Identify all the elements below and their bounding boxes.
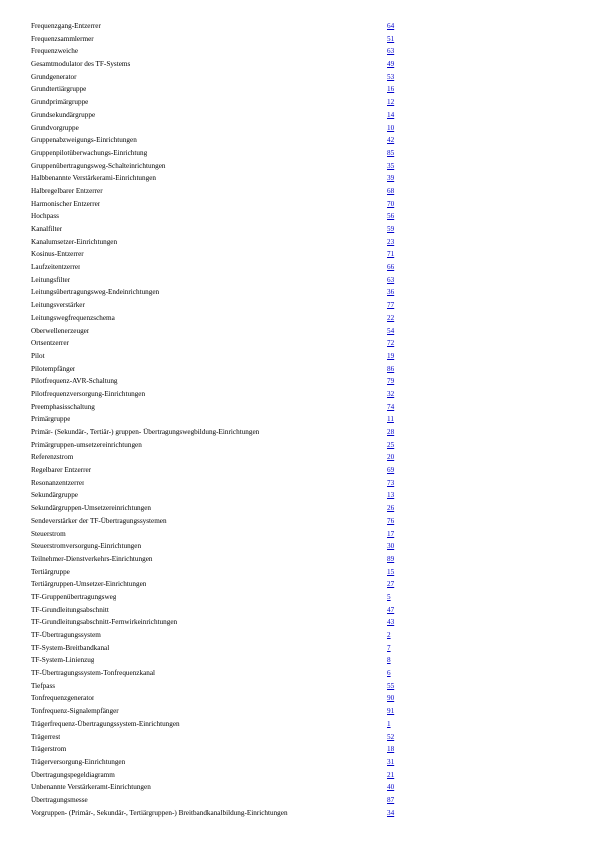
index-entry xyxy=(31,20,411,33)
page-number-link[interactable]: 20 xyxy=(387,453,395,462)
index-term: Gesamtmodulator des TF-Systems xyxy=(31,60,131,69)
index-term: Steuerstrom xyxy=(31,529,66,538)
index-entry xyxy=(31,33,411,46)
page-number-link[interactable]: 42 xyxy=(387,136,395,145)
page-number-link[interactable]: 21 xyxy=(387,770,395,779)
index-term: Tertiärgruppen-Umsetzer-Einrichtungen xyxy=(31,580,147,589)
index-entry xyxy=(31,122,411,135)
index-term: Gruppenabzweigungs-Einrichtungen xyxy=(31,136,137,145)
page-number-link[interactable]: 30 xyxy=(387,542,395,551)
index-term: Tertiärgruppe xyxy=(31,567,70,576)
index-term: Grundprimärgruppe xyxy=(31,98,89,107)
page-number-link[interactable]: 11 xyxy=(387,415,394,424)
index-term: Pilotfrequenzversorgung-Einrichtungen xyxy=(31,389,146,398)
page-number-link[interactable]: 36 xyxy=(387,288,395,297)
index-term: Leitungsverstärker xyxy=(31,301,85,310)
page-number-link[interactable]: 71 xyxy=(387,250,395,259)
page-number-link[interactable]: 40 xyxy=(387,783,395,792)
index-term: Übertragungsmesse xyxy=(31,795,88,804)
index-entry xyxy=(31,807,411,820)
page-number-link[interactable]: 59 xyxy=(387,225,395,233)
page-number-link[interactable]: 85 xyxy=(387,148,395,157)
index-term: Frequenzsammlermer xyxy=(31,34,94,43)
page-number-link[interactable]: 68 xyxy=(387,186,395,195)
index-entry xyxy=(31,528,411,541)
index-term: TF-Übertragungssystem xyxy=(31,631,101,639)
page-number-link[interactable]: 25 xyxy=(387,440,395,449)
index-term: TF-Gruppenübertragungsweg xyxy=(31,592,117,601)
page-number-link[interactable]: 73 xyxy=(387,478,395,487)
page-number-link[interactable]: 72 xyxy=(387,339,395,348)
index-entry xyxy=(31,426,411,439)
index-entry xyxy=(31,274,411,287)
index-entry xyxy=(31,223,411,236)
index-term: Vorgruppen- (Primär-, Sekundär-, Tertiärgruppen-) Breitbandkanalbildung-Einrichtungen xyxy=(31,808,288,817)
index-entry xyxy=(31,134,411,147)
index-term: Leitungswegfrequenzschema xyxy=(31,313,115,322)
index-entry xyxy=(31,388,411,401)
index-entry xyxy=(31,299,411,312)
index-term: Kosinus-Entzerrer xyxy=(31,250,84,259)
page-number-link[interactable]: 49 xyxy=(387,60,395,69)
index-entry xyxy=(31,578,411,591)
index-entry xyxy=(31,477,411,490)
page-number-link[interactable]: 2 xyxy=(387,631,391,639)
page-number-link[interactable]: 70 xyxy=(387,199,395,208)
index-term: Grundgenerator xyxy=(31,72,77,81)
index-term: Pilot xyxy=(31,351,45,360)
page-number-link[interactable]: 16 xyxy=(387,85,395,94)
page-number-link[interactable]: 28 xyxy=(387,428,395,436)
page-number-link[interactable]: 7 xyxy=(387,643,391,652)
index-entry xyxy=(31,667,411,680)
index-term: Tiefpass xyxy=(31,681,56,690)
index-term: Tonfrequenz-Signalempfänger xyxy=(31,707,119,716)
index-entry xyxy=(31,147,411,160)
index-term: Tonfrequenzgenerator xyxy=(31,694,95,703)
index-entry xyxy=(31,58,411,71)
index-entry xyxy=(31,185,411,198)
index-entry xyxy=(31,629,411,642)
index-entry xyxy=(31,781,411,794)
index-entry xyxy=(31,553,411,566)
index-entry xyxy=(31,451,411,464)
index-term: Pilotfrequenz-AVR-Schaltung xyxy=(31,377,118,386)
page-number-link[interactable]: 22 xyxy=(387,313,395,322)
index-term: Übertragungspegeldiagramm xyxy=(31,770,115,779)
index-entry xyxy=(31,642,411,655)
index-term: Gruppenpilotüberwachungs-Einrichtung xyxy=(31,148,148,157)
page-number-link[interactable]: 15 xyxy=(387,567,395,576)
index-term: Frequenzgang-Entzerrer xyxy=(31,22,101,30)
page-number-link[interactable]: 63 xyxy=(387,275,395,284)
index-entry xyxy=(31,705,411,718)
index-term: TF-Grundleitungsabschnitt-Fernwirkeinrichtungen xyxy=(31,618,178,627)
index-entry xyxy=(31,236,411,249)
page-number-link[interactable]: 5 xyxy=(387,592,391,601)
index-term: Trägerfrequenz-Übertragungssystem-Einrichtungen xyxy=(31,719,180,728)
index-term: Steuerstromversorgung-Einrichtungen xyxy=(31,542,142,551)
index-term: Trägerstrom xyxy=(31,745,67,754)
index-entry xyxy=(31,769,411,782)
page-number-link[interactable]: 32 xyxy=(387,389,395,398)
page-number-link[interactable]: 43 xyxy=(387,618,395,627)
index-entry xyxy=(31,566,411,579)
index-term: Primärgruppen-umsetzereinrichtungen xyxy=(31,440,142,449)
index-entry xyxy=(31,743,411,756)
index-entry xyxy=(31,502,411,515)
index-entry xyxy=(31,692,411,705)
index-term: Pilotempfänger xyxy=(31,364,76,373)
page-number-link[interactable]: 19 xyxy=(387,351,395,360)
page-number-link[interactable]: 27 xyxy=(387,580,395,589)
page-number-link[interactable]: 34 xyxy=(387,808,395,817)
index-entry xyxy=(31,210,411,223)
index-term: Sekundärgruppe xyxy=(31,491,78,500)
index-entry xyxy=(31,325,411,338)
index-term: Frequenzweiche xyxy=(31,47,79,56)
page-number-link[interactable]: 56 xyxy=(387,212,395,221)
index-entry xyxy=(31,489,411,502)
page-number-link[interactable]: 18 xyxy=(387,745,395,754)
page-number-link[interactable]: 31 xyxy=(387,757,395,766)
index-entry xyxy=(31,680,411,693)
index-entry xyxy=(31,350,411,363)
index-term: Halbregelbarer Entzerrer xyxy=(31,186,103,195)
page-number-link[interactable]: 13 xyxy=(387,491,395,500)
page-number-link[interactable]: 77 xyxy=(387,301,395,310)
index-entry xyxy=(31,261,411,274)
index-entry xyxy=(31,172,411,185)
index-term: Sendeverstärker der TF-Übertragungssystemen xyxy=(31,516,167,525)
index-term: TF-System-Linienzug xyxy=(31,656,95,665)
index-term: Grundsekundärgruppe xyxy=(31,110,96,119)
page-number-link[interactable]: 55 xyxy=(387,681,395,690)
index-entry xyxy=(31,337,411,350)
page-number-link[interactable]: 89 xyxy=(387,554,395,563)
index-term: Halbbenannte Verstärkerami-Einrichtungen xyxy=(31,174,157,183)
page-number-link[interactable]: 66 xyxy=(387,263,395,272)
index-term: Trägerversorgung-Einrichtungen xyxy=(31,757,126,766)
index-term: Grundtertiärgruppe xyxy=(31,85,87,94)
index-entry xyxy=(31,464,411,477)
page-number-link[interactable]: 8 xyxy=(387,656,391,665)
index-term: Oberwellenerzeuger xyxy=(31,326,90,335)
index-term: Gruppenübertragungsweg-Schalteinrichtungen xyxy=(31,161,166,170)
index-term: TF-System-Breitbandkanal xyxy=(31,643,110,652)
page-number-link[interactable]: 39 xyxy=(387,174,395,183)
index-term: Laufzeitentzerrer xyxy=(31,263,81,272)
page-number-link[interactable]: 12 xyxy=(387,98,395,107)
index-term: Regelbarer Entzerrer xyxy=(31,466,92,475)
page-number-link[interactable]: 10 xyxy=(387,123,395,132)
index-entry xyxy=(31,413,411,426)
page-number-link[interactable]: 54 xyxy=(387,326,395,335)
page-number-link[interactable]: 87 xyxy=(387,795,395,804)
page-number-link[interactable]: 64 xyxy=(387,22,395,30)
index-entry xyxy=(31,96,411,109)
index-entry xyxy=(31,286,411,299)
page-number-link[interactable]: 6 xyxy=(387,669,391,678)
index-term: Unbenannte Verstärkeramt-Einrichtungen xyxy=(31,783,151,792)
index-term: Sekundärgruppen-Umsetzereinrichtungen xyxy=(31,504,152,513)
index-entry xyxy=(31,71,411,84)
index-entry xyxy=(31,794,411,807)
index-term: Leitungsfilter xyxy=(31,275,71,284)
page-number-link[interactable]: 69 xyxy=(387,466,395,475)
page-number-link[interactable]: 86 xyxy=(387,364,395,373)
index-entry xyxy=(31,401,411,414)
page-number-link[interactable]: 26 xyxy=(387,504,395,513)
index-entry xyxy=(31,718,411,731)
index-term: Trägerrest xyxy=(31,732,61,741)
page-number-link[interactable]: 47 xyxy=(387,605,395,614)
index-term: TF-Übertragungssystem-Tonfrequenzkanal xyxy=(31,669,156,678)
page-number-link[interactable]: 91 xyxy=(387,707,395,716)
index-entry xyxy=(31,160,411,173)
index-term: Leitungsübertragungsweg-Endeinrichtungen xyxy=(31,288,160,297)
index-entry xyxy=(31,604,411,617)
index-term: TF-Grundleitungsabschnitt xyxy=(31,605,109,614)
index-term: Hochpass xyxy=(31,212,59,221)
index-entry xyxy=(31,363,411,376)
index-term: Ortsentzerrer xyxy=(31,339,69,348)
index-entry xyxy=(31,45,411,58)
page-number-link[interactable]: 79 xyxy=(387,377,395,386)
index-term: Kanalumsetzer-Einrichtungen xyxy=(31,237,118,246)
index-entry xyxy=(31,109,411,122)
index-term: Grundvorgruppe xyxy=(31,123,79,132)
index-term: Resonanzentzerrer xyxy=(31,478,85,487)
index-entry xyxy=(31,375,411,388)
page-number-link[interactable]: 1 xyxy=(387,719,391,728)
page-number-link[interactable]: 52 xyxy=(387,732,395,741)
page-number-link[interactable]: 51 xyxy=(387,34,395,43)
index-entry xyxy=(31,731,411,744)
page-number-link[interactable]: 53 xyxy=(387,72,395,81)
index-term: Teilnehmer-Dienstverkehrs-Einrichtungen xyxy=(31,554,153,563)
index-entry xyxy=(31,540,411,553)
index-term: Referenzstrom xyxy=(31,453,74,462)
index-entry xyxy=(31,312,411,325)
page-number-link[interactable]: 23 xyxy=(387,237,395,246)
page-number-link[interactable]: 14 xyxy=(387,110,395,119)
index-entry xyxy=(31,248,411,261)
page-number-link[interactable]: 74 xyxy=(387,402,395,411)
index-list xyxy=(31,20,411,819)
page-number-link[interactable]: 76 xyxy=(387,516,395,525)
index-entry xyxy=(31,591,411,604)
page-number-link[interactable]: 90 xyxy=(387,694,395,703)
index-entry xyxy=(31,616,411,629)
index-entry xyxy=(31,654,411,667)
index-term: Primärgruppe xyxy=(31,415,71,424)
index-term: Harmonischer Entzerrer xyxy=(31,199,101,208)
index-entry xyxy=(31,515,411,528)
index-entry xyxy=(31,756,411,769)
index-term: Primär- (Sekundär-, Tertiär-) gruppen- Übertragungswegbildung-Einrichtungen xyxy=(31,428,260,436)
page-number-link[interactable]: 17 xyxy=(387,529,395,538)
index-term: Kanalfilter xyxy=(31,225,63,233)
page-number-link[interactable]: 35 xyxy=(387,161,395,170)
index-entry xyxy=(31,439,411,452)
page-number-link[interactable]: 63 xyxy=(387,47,395,56)
index-entry xyxy=(31,198,411,211)
index-term: Preemphasisschaltung xyxy=(31,402,95,411)
index-entry xyxy=(31,83,411,96)
